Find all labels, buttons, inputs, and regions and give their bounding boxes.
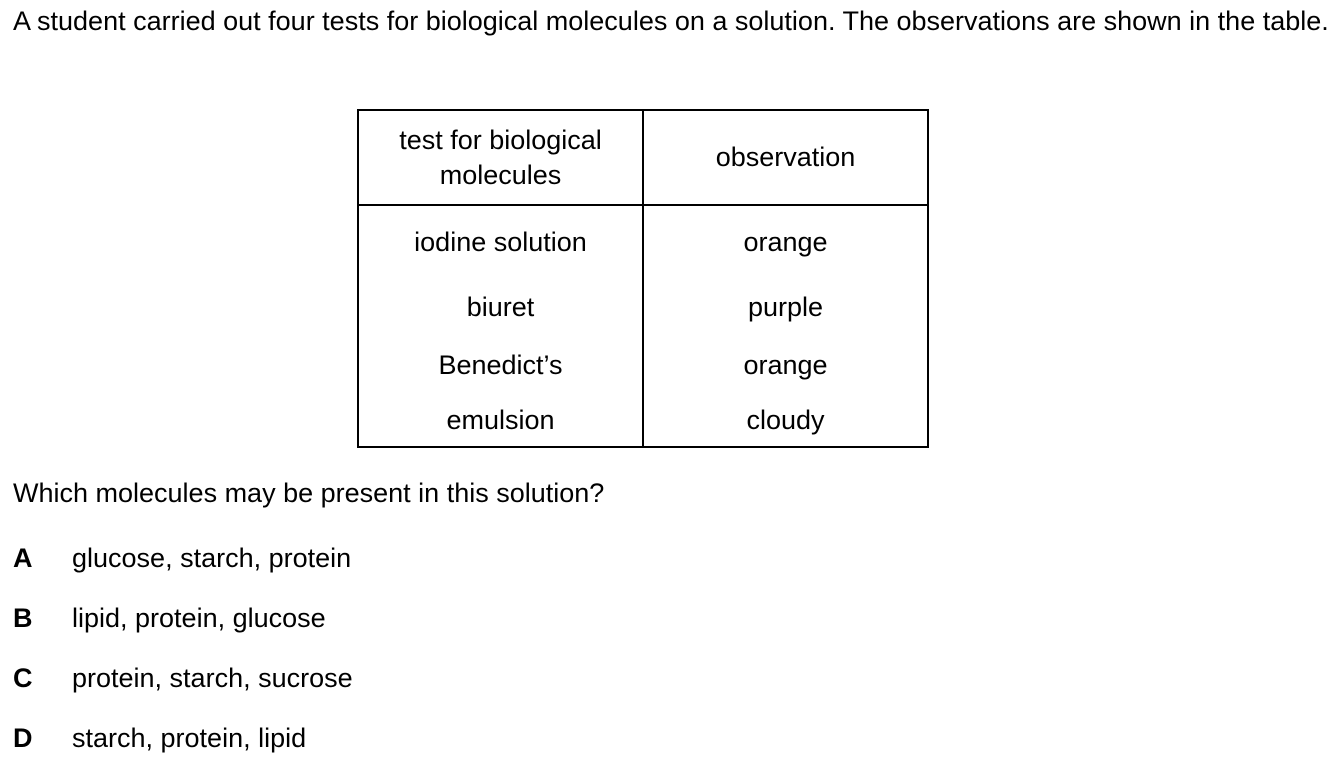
observation-cell: cloudy <box>746 405 825 435</box>
option-text: protein, starch, sucrose <box>72 663 353 693</box>
test-cell: Benedict’s <box>358 336 643 394</box>
table-row <box>358 205 928 278</box>
test-cell: biuret <box>358 278 643 336</box>
option-letter: B <box>13 603 33 633</box>
option-letter: A <box>13 543 33 573</box>
column-header-test: test for biological molecules <box>358 110 643 205</box>
option-text: lipid, protein, glucose <box>72 603 326 633</box>
test-cell: emulsion <box>358 394 643 447</box>
table-row <box>358 394 928 447</box>
table-row <box>358 336 928 394</box>
observation-cell: orange <box>743 350 828 380</box>
observation-cell: purple <box>747 292 824 322</box>
observations-table <box>357 109 929 448</box>
table-header-row <box>358 110 928 205</box>
column-header-observation: observation <box>643 110 928 205</box>
option-letter: C <box>13 663 33 693</box>
question-stem: A student carried out four tests for biological molecules on a solution. The observations are shown in the table. <box>13 6 1329 36</box>
test-cell: iodine solution <box>358 205 643 278</box>
option-letter: D <box>13 723 33 753</box>
option-text: starch, protein, lipid <box>72 723 307 753</box>
observation-cell: orange <box>743 227 828 257</box>
question-text: Which molecules may be present in this solution? <box>13 478 605 508</box>
option-text: glucose, starch, protein <box>72 543 352 573</box>
table-row <box>358 278 928 336</box>
